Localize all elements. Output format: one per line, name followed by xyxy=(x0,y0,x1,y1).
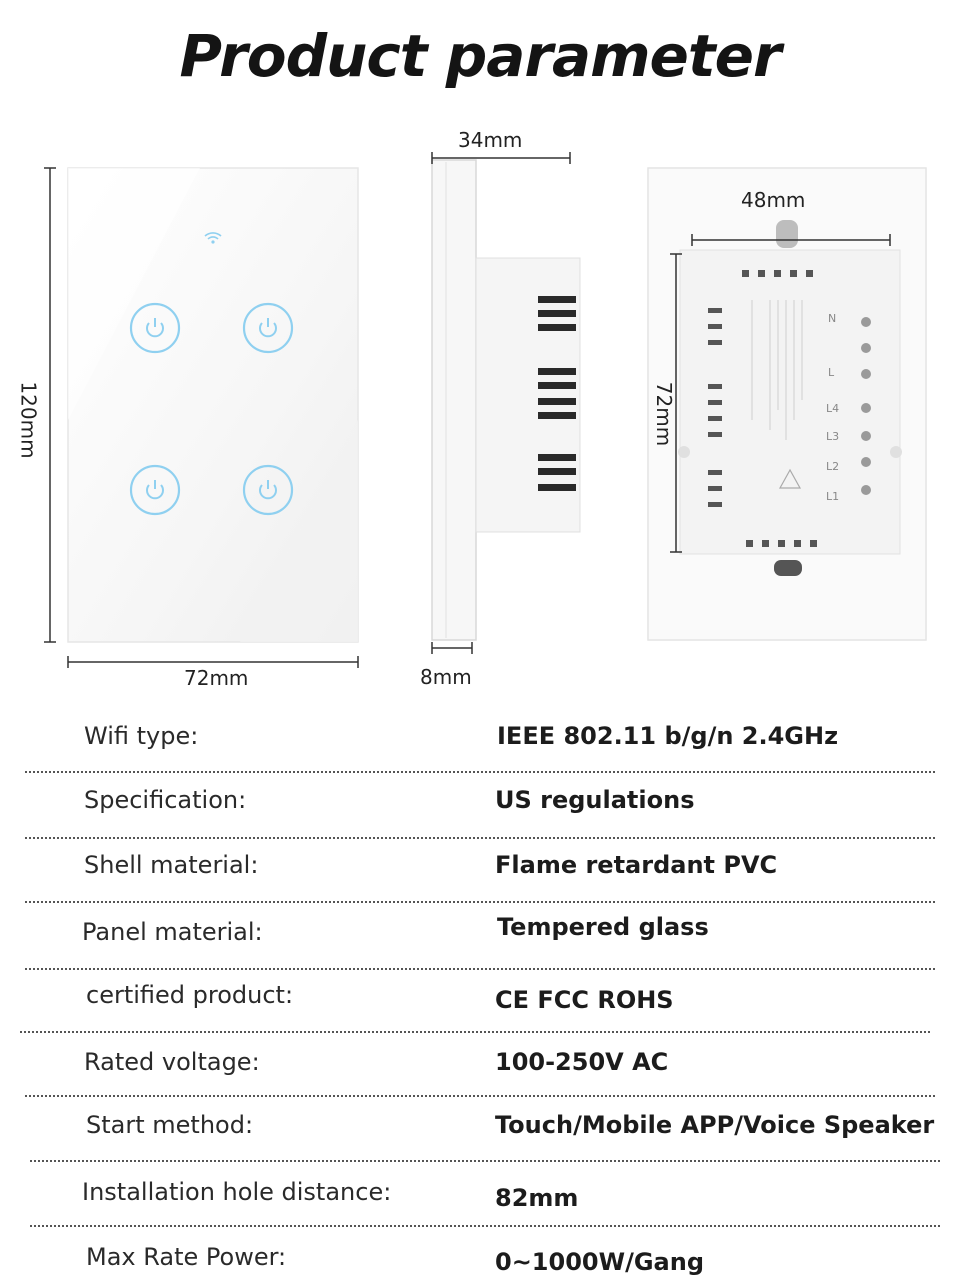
param-value: Touch/Mobile APP/Voice Speaker xyxy=(495,1111,935,1139)
param-value: 0~1000W/Gang xyxy=(495,1248,705,1276)
param-label: Installation hole distance: xyxy=(82,1178,392,1206)
param-label: certified product: xyxy=(86,981,294,1009)
side-view xyxy=(432,152,580,654)
row-divider xyxy=(25,771,935,773)
param-label: Rated voltage: xyxy=(84,1048,260,1076)
front-view xyxy=(44,168,358,668)
row-divider xyxy=(30,1225,940,1227)
row-divider xyxy=(30,1160,940,1162)
param-value: IEEE 802.11 b/g/n 2.4GHz xyxy=(497,722,839,750)
row-divider xyxy=(25,837,935,839)
param-label: Max Rate Power: xyxy=(86,1243,287,1271)
param-label: Specification: xyxy=(84,786,247,814)
row-divider xyxy=(25,1095,935,1097)
param-label: Start method: xyxy=(86,1111,254,1139)
side-plate-label: 8mm xyxy=(420,665,472,689)
terminal-label: L1 xyxy=(826,490,840,503)
front-width-label: 72mm xyxy=(184,666,249,690)
terminal-label: L3 xyxy=(826,430,840,443)
param-value: Tempered glass xyxy=(497,913,709,941)
terminal-label: L2 xyxy=(826,460,840,473)
param-label: Panel material: xyxy=(82,918,263,946)
back-height-label: 72mm xyxy=(652,381,677,447)
param-value: Flame retardant PVC xyxy=(495,851,778,879)
terminal-label: L xyxy=(828,366,835,379)
param-value: CE FCC ROHS xyxy=(495,986,674,1014)
param-label: Wifi type: xyxy=(84,722,199,750)
row-divider xyxy=(25,968,935,970)
row-divider xyxy=(25,901,935,903)
row-divider xyxy=(20,1031,930,1033)
terminal-label: L4 xyxy=(826,402,840,415)
front-height-label: 120mm xyxy=(16,381,41,459)
param-value: 82mm xyxy=(495,1184,579,1212)
terminal-label: N xyxy=(828,312,837,325)
param-value: 100-250V AC xyxy=(495,1048,669,1076)
param-label: Shell material: xyxy=(84,851,259,879)
side-depth-label: 34mm xyxy=(458,128,523,152)
back-width-label: 48mm xyxy=(741,188,806,212)
page-title: Product parameter xyxy=(179,22,781,90)
param-value: US regulations xyxy=(495,786,695,814)
back-view xyxy=(648,168,926,640)
